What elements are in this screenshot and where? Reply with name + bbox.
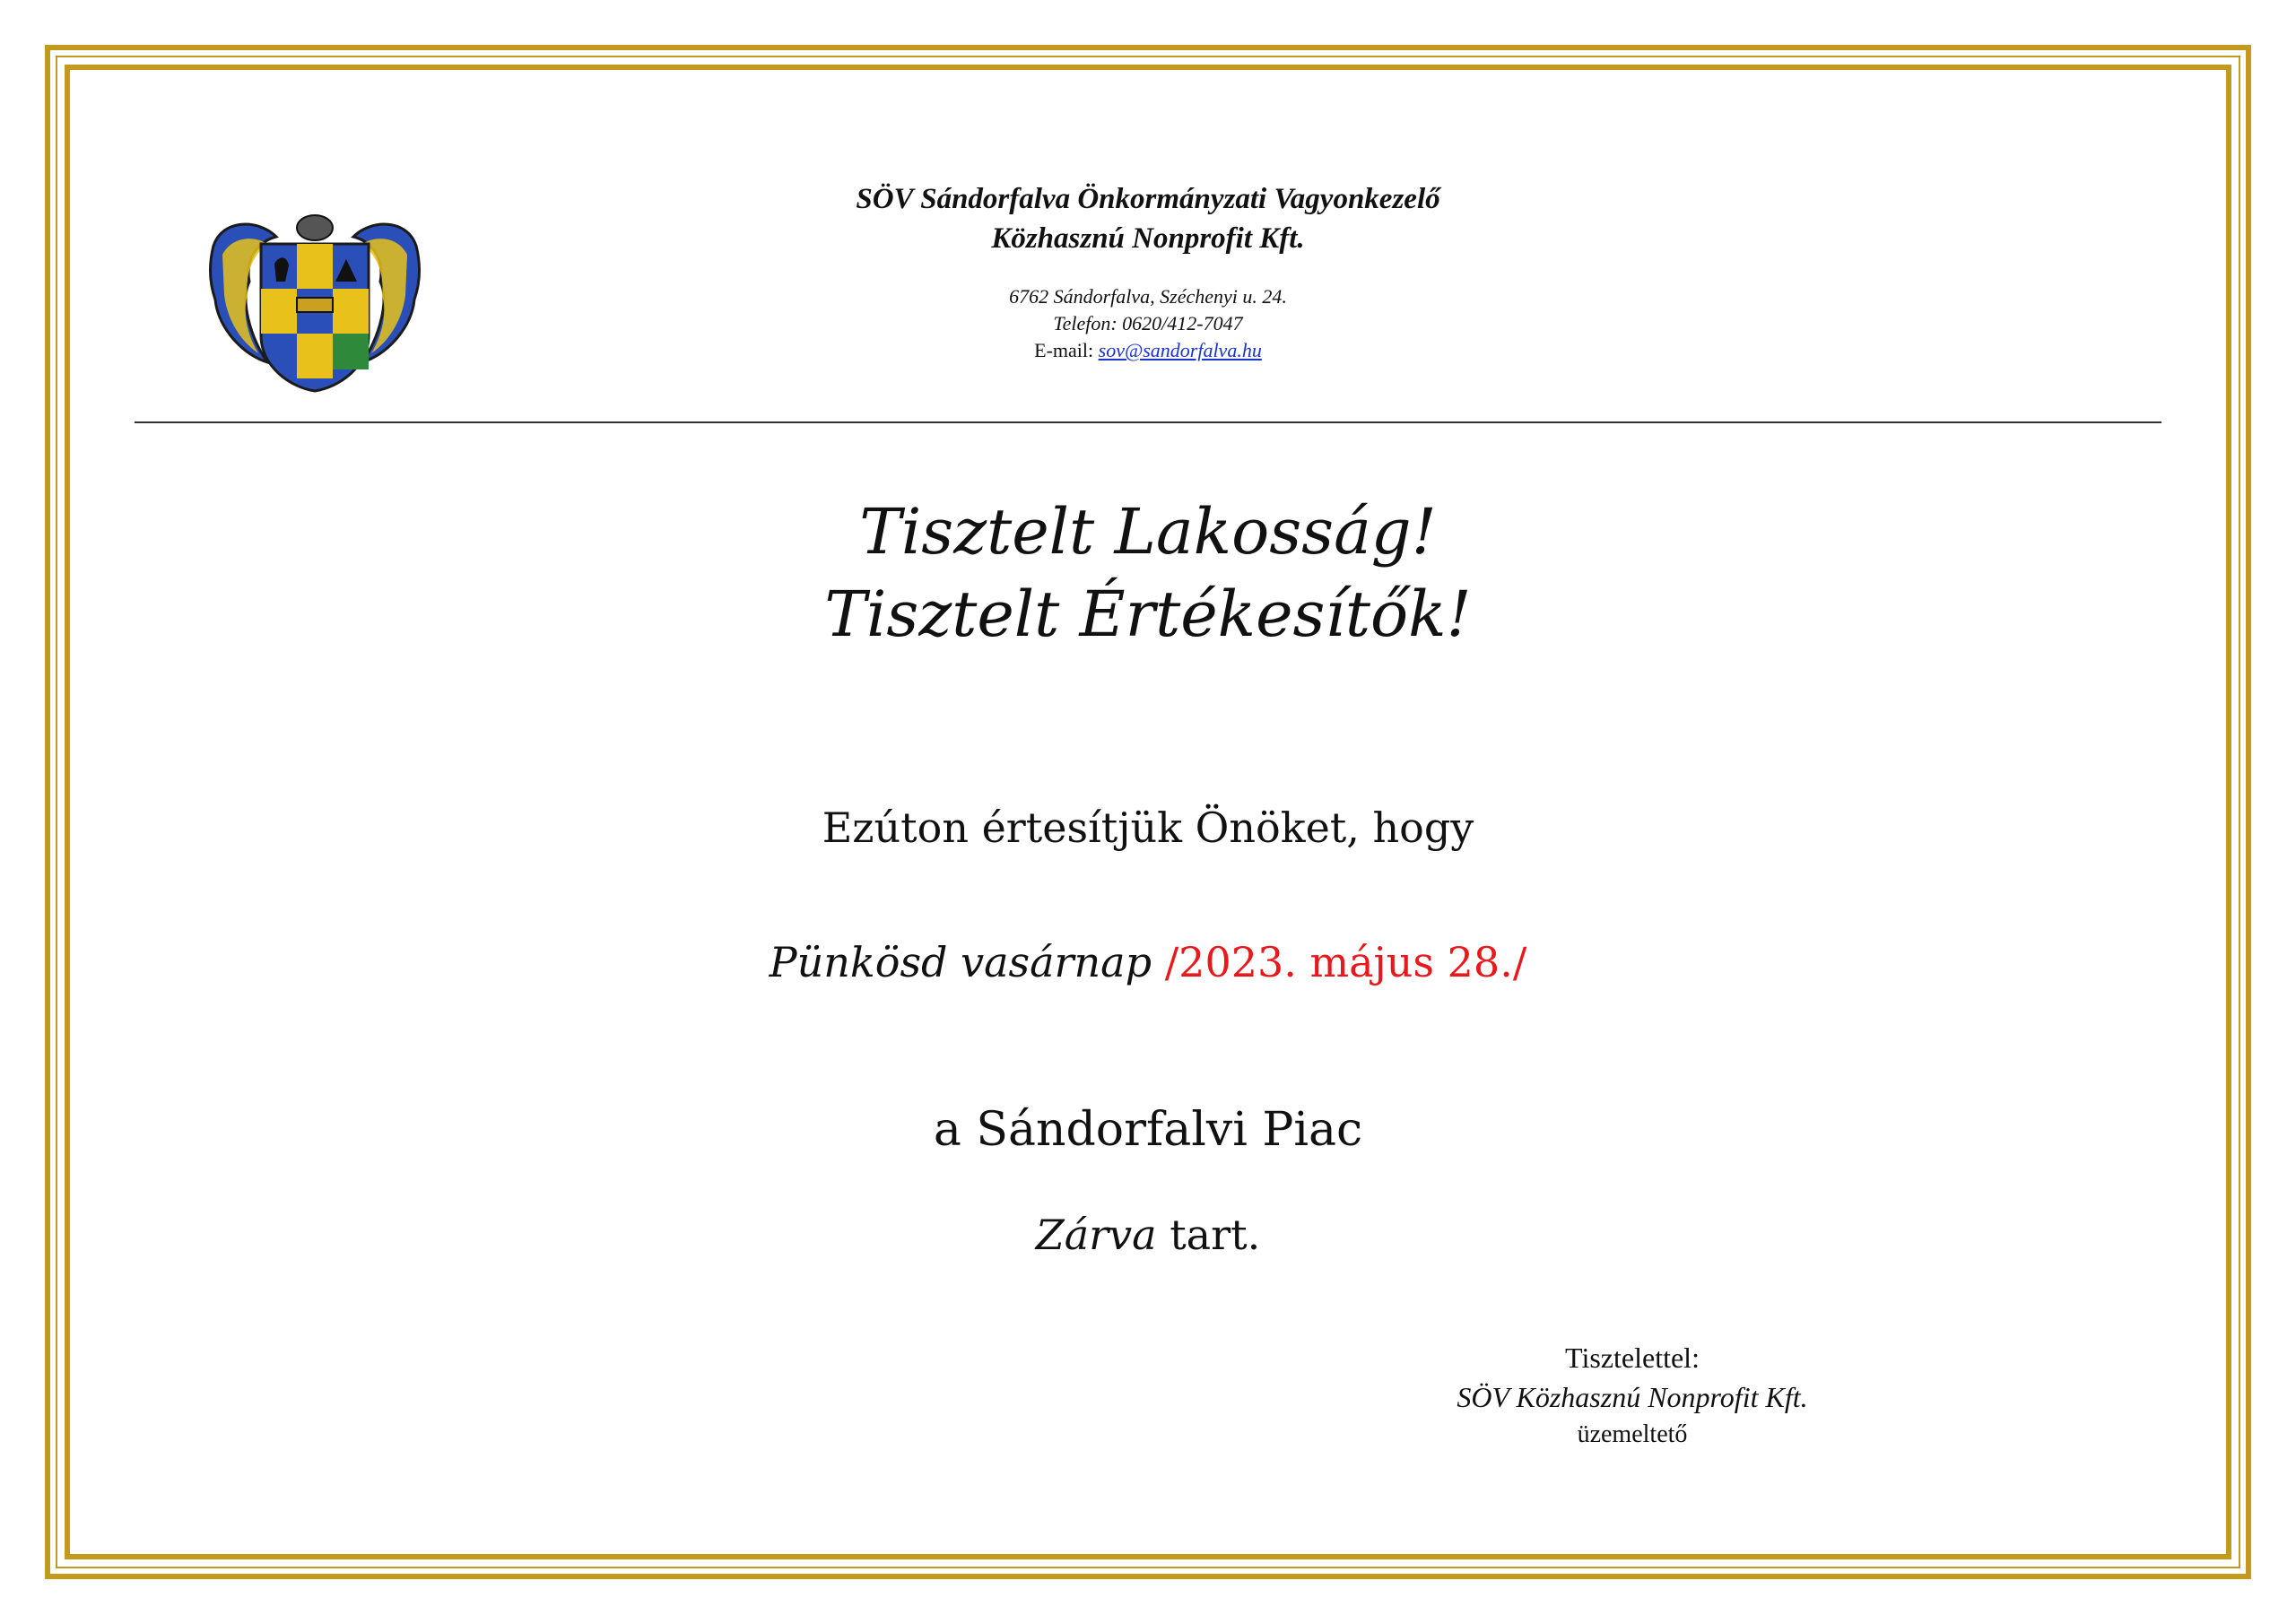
- greeting-residents: Tisztelt Lakosság!: [859, 495, 1437, 569]
- holiday-name: Pünkösd vasárnap: [769, 938, 1152, 986]
- signature-closing: Tisztelettel:: [1565, 1342, 1700, 1374]
- email-link[interactable]: sov@sandorfalva.hu: [1098, 339, 1262, 361]
- closed-word: Zárva: [1035, 1211, 1157, 1259]
- signature-role: üzemeltető: [1577, 1420, 1688, 1448]
- signature-company: SÖV Közhasznú Nonprofit Kft.: [1457, 1381, 1808, 1413]
- org-address: 6762 Sándorfalva, Széchenyi u. 24.: [1009, 285, 1287, 308]
- email-label: E-mail:: [1034, 339, 1099, 361]
- org-phone: Telefon: 0620/412-7047: [1053, 312, 1243, 334]
- notice-closed-line: [269, 1211, 2027, 1259]
- greeting-sellers: Tisztelt Értékesítők!: [824, 578, 1472, 651]
- holiday-date: /2023. május 28./: [1164, 938, 1527, 986]
- notice-place: a Sándorfalvi Piac: [933, 1103, 1363, 1157]
- coat-of-arms-logo: [204, 210, 425, 395]
- header-divider: [135, 421, 2161, 423]
- closed-rest: tart.: [1156, 1211, 1261, 1259]
- org-name-line1: SÖV Sándorfalva Önkormányzati Vagyonkezelő: [856, 183, 1440, 215]
- org-name-line2: Közhasznú Nonprofit Kft.: [991, 222, 1305, 255]
- notice-date-line: [269, 938, 2027, 986]
- notice-intro: Ezúton értesítjük Önöket, hogy: [822, 803, 1474, 852]
- org-email-line: [628, 339, 1668, 362]
